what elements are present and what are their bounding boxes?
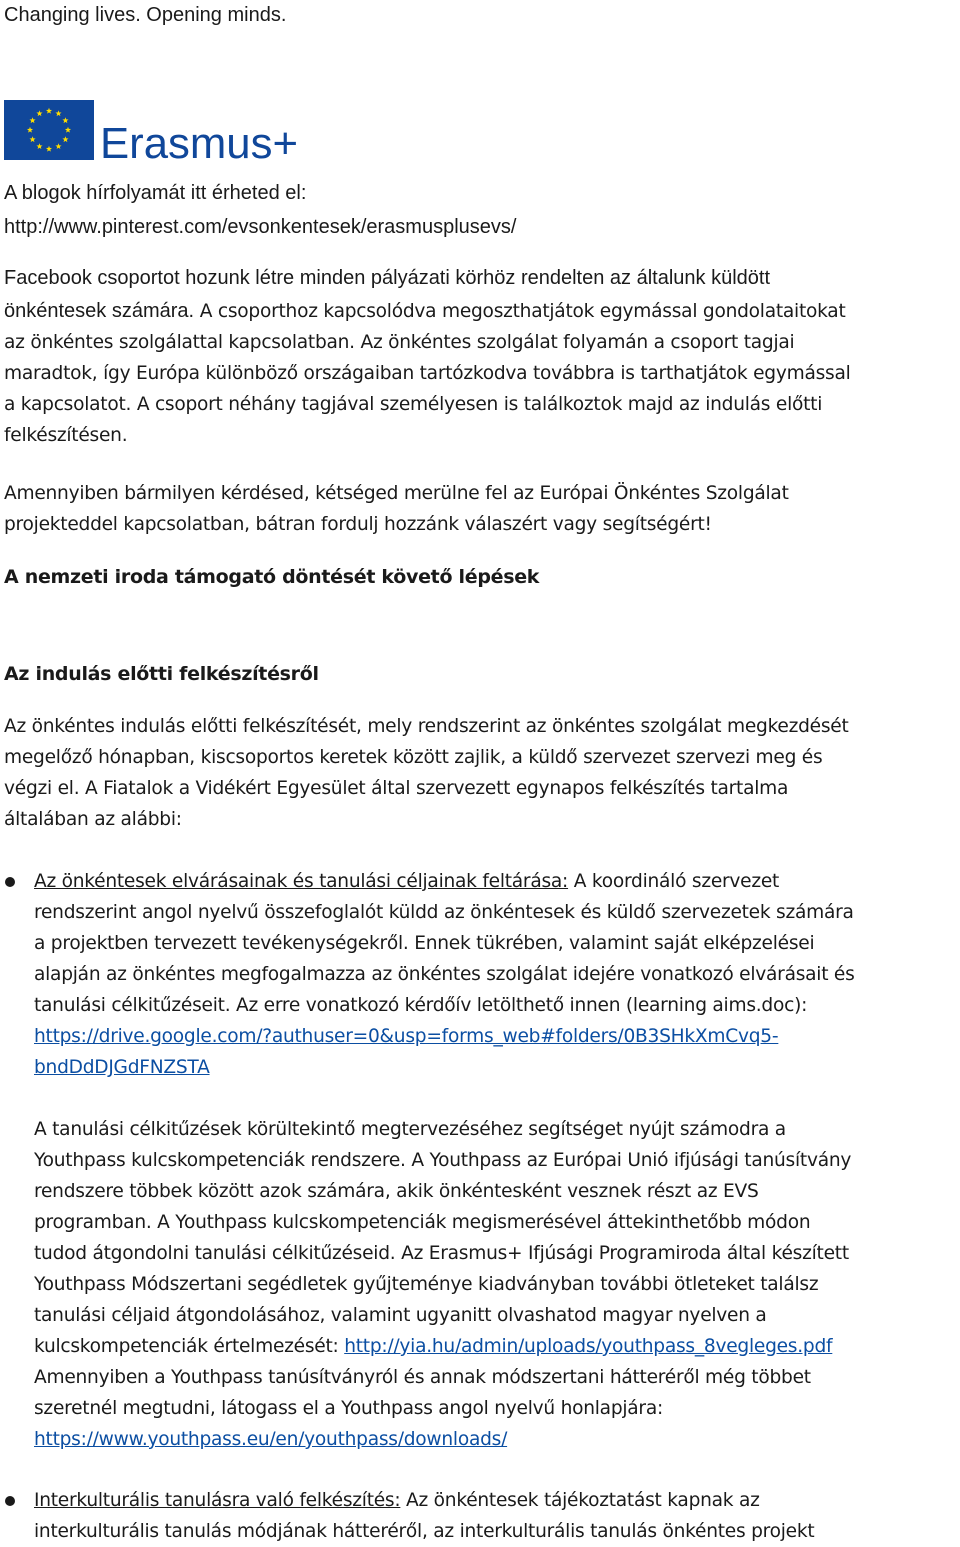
facebook-line-2	[4, 295, 956, 328]
bullet-expectations	[34, 866, 958, 1083]
youthpass-line-3: rendszere többek között azok számára, akik önkéntesként vesznek részt az EVS	[34, 1181, 759, 1202]
erasmus-logo	[4, 100, 304, 162]
youthpass-line-6: Youthpass Módszertani segédletek gyűjteménye kiadványban további ötleteket találsz	[34, 1274, 819, 1295]
questions-line-1: Amennyiben bármilyen kérdésed, kétséged merülne fel az Európai Önkéntes Szolgálat	[4, 483, 789, 504]
heading-preparation: Az indulás előtti felkészítésről	[4, 663, 319, 685]
drive-link-line-1[interactable]: https://drive.google.com/?authuser=0&usp=forms_web#folders/0B3SHkXmCvq5-	[34, 1026, 779, 1047]
prep-line-1: Az önkéntes indulás előtti felkészítését, mely rendszerint az önkéntes szolgálat megkezdését	[4, 716, 849, 737]
bullet2-title: Interkulturális tanulásra való felkészítés:	[34, 1490, 401, 1511]
prep-paragraph	[4, 711, 956, 835]
bullet-intercultural	[34, 1485, 958, 1547]
bullet1-line-4: alapján az önkéntes megfogalmazza az önkéntes szolgálat idejére vonatkozó elvárásait és	[34, 964, 855, 985]
youthpass-line-4: programban. A Youthpass kulcskompetenciák megismerésével áttekinthetőbb módon	[34, 1212, 811, 1233]
facebook-line-4: maradtok, így Európa különböző országaiban tartózkodva továbbra is tarthatjátok egymással	[4, 363, 851, 384]
youthpass-line-8-text: kulcskompetenciák értelmezését:	[34, 1336, 345, 1357]
youthpass-line-1: A tanulási célkitűzések körültekintő megtervezéséhez segítséget nyújt számodra a	[34, 1119, 786, 1140]
facebook-line-6: felkészítésen.	[4, 425, 128, 446]
tagline: Changing lives. Opening minds.	[4, 4, 287, 26]
bullet1-line-2: rendszerint angol nyelvű összefoglalót küldd az önkéntesek és küldő szervezetek számára	[34, 902, 854, 923]
youthpass-line-8	[34, 1331, 958, 1362]
heading-next-steps: A nemzeti iroda támogató döntését követő lépések	[4, 566, 540, 588]
bullet1-title: Az önkéntesek elvárásainak és tanulási céljainak feltárása:	[34, 871, 569, 892]
bullet1-line-1	[34, 866, 958, 897]
bullet-icon	[5, 877, 15, 887]
facebook-line-1: Facebook csoportot hozunk létre minden pályázati körhöz rendelten az általunk küldött	[4, 267, 771, 289]
questions-paragraph	[4, 478, 956, 540]
bullet2-line-2: interkulturális tanulás módjának hátteréről, az interkulturális tanulás önkéntes projekt	[34, 1521, 815, 1542]
prep-line-2: megelőző hónapban, kiscsoportos keretek között zajlik, a küldő szervezet szervezi meg és	[4, 747, 823, 768]
bullet2-line-1	[34, 1485, 958, 1516]
facebook-line-5: a kapcsolatot. A csoport néhány tagjával személyesen is találkoztok majd az indulás előtti	[4, 394, 823, 415]
youthpass-line-5: tudod átgondolni tanulási célkitűzéseid. Az Erasmus+ Ifjúsági Programiroda által készített	[34, 1243, 849, 1264]
youthpass-line-9: Amennyiben a Youthpass tanúsítványról és annak módszertani hátteréről még többet	[34, 1367, 811, 1388]
youthpass-paragraph	[34, 1114, 958, 1455]
bullet1-line-1-rest: A koordináló szervezet	[568, 871, 780, 892]
bullet-icon	[5, 1496, 15, 1506]
blog-url[interactable]: http://www.pinterest.com/evsonkentesek/erasmusplusevs/	[4, 216, 517, 238]
blog-intro-text: A blogok hírfolyamát itt érheted el:	[4, 182, 307, 204]
youthpass-line-10: szeretnél megtudni, látogass el a Youthpass angol nyelvű honlapjára:	[34, 1398, 663, 1419]
questions-line-2: projekteddel kapcsolatban, bátran fordulj hozzánk válaszért vagy segítségért!	[4, 514, 712, 535]
prep-line-4: általában az alábbi:	[4, 809, 182, 830]
youthpass-line-2: Youthpass kulcskompetenciák rendszere. A Youthpass az Európai Unió ifjúsági tanúsítvány	[34, 1150, 852, 1171]
bullet1-line-3: a projektben tervezett tevékenységekről. Ennek tükrében, valamint saját elképzelései	[34, 933, 815, 954]
facebook-paragraph	[4, 262, 956, 328]
facebook-line-2b: A csoporthoz kapcsolódva megoszthatjátok egymással gondolataitokat	[194, 301, 846, 322]
erasmus-wordmark: Erasmus+	[100, 119, 298, 162]
youthpass-line-7: tanulási céljaid átgondolásához, valamint ugyanitt olvashatod magyar nyelven a	[34, 1305, 767, 1326]
facebook-line-3: az önkéntes szolgálattal kapcsolatban. Az önkéntes szolgálat folyamán a csoport tagjai	[4, 332, 795, 353]
bullet1-line-5: tanulási célkitűzéseit. Az erre vonatkozó kérdőív letölthető innen (learning aims.doc):	[34, 995, 808, 1016]
prep-line-3: végzi el. A Fiatalok a Vidékért Egyesület által szervezett egynapos felkészítés tartalma	[4, 778, 789, 799]
blog-intro	[4, 176, 956, 244]
facebook-paragraph-cont	[4, 327, 956, 451]
yia-pdf-link[interactable]: http://yia.hu/admin/uploads/youthpass_8vegleges.pdf	[344, 1336, 833, 1357]
bullet2-line-1-rest: Az önkéntesek tájékoztatást kapnak az	[400, 1490, 760, 1511]
youthpass-downloads-link[interactable]: https://www.youthpass.eu/en/youthpass/downloads/	[34, 1429, 508, 1450]
facebook-line-2a: önkéntesek számára.	[4, 300, 195, 322]
drive-link-line-2[interactable]: bndDdDJGdFNZSTA	[34, 1057, 210, 1078]
